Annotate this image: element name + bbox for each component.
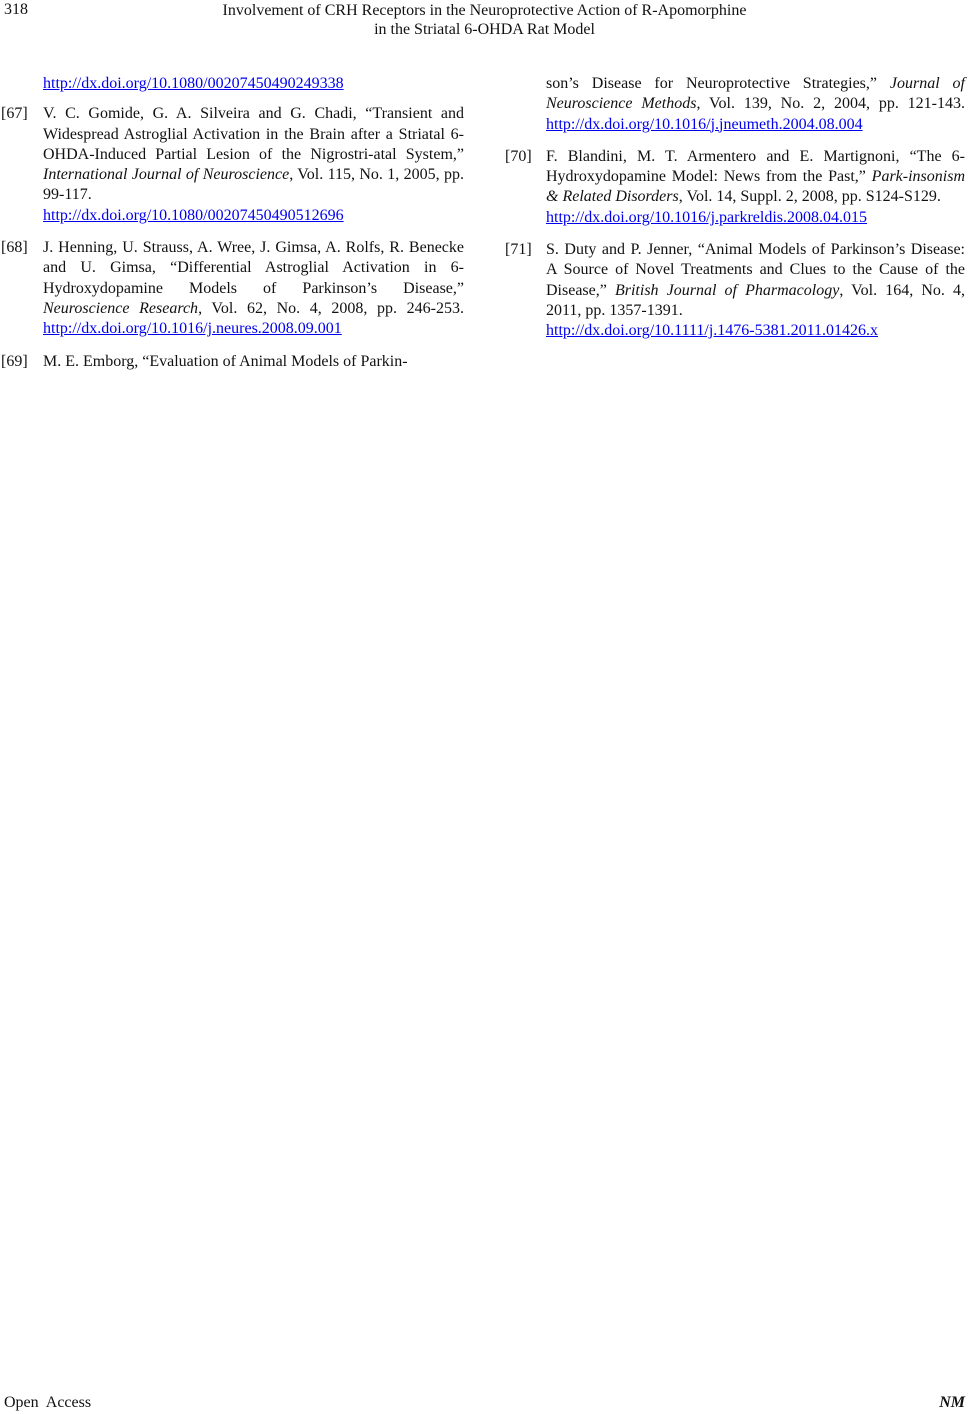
journal-title: Journal of Neuroscience Methods (546, 75, 965, 113)
reference-67 (1, 104, 465, 226)
doi-link[interactable]: http://dx.doi.org/10.1080/00207450490512696 (43, 206, 344, 224)
reference-number: [68] (1, 239, 28, 257)
continued-reference-link (43, 74, 464, 94)
reference-70 (505, 147, 965, 228)
reference-69 (1, 352, 464, 372)
continued-reference-69: son’s Disease for Neuroprotective Strategies,” Journal of Neuroscience Methods, Vol. 139, No. 2, 2004, pp. 121-143. http://dx.doi.org/10.1016/j.jneumeth.2004.08.004 (546, 75, 965, 133)
reference-text: J. Henning, U. Strauss, A. Wree, J. Gimsa, A. Rolfs, R. Benecke and U. Gimsa, “Differential Astroglial Activation in 6-Hydroxydopamine Models of Parkinson’s Disease,” Neuroscience Research, Vol. 62, No. 4, 2008, pp. 246-253. http://dx.doi.org/10.1016/j.neures.2008.09.001 (43, 239, 465, 338)
journal-title: Neuroscience Research (43, 299, 199, 317)
journal-title: Park-insonism & Related Disorders (546, 168, 965, 206)
right-column (505, 74, 965, 354)
running-title-line2: in the Striatal 6-OHDA Rat Model (374, 21, 595, 38)
doi-link[interactable]: http://dx.doi.org/10.1111/j.1476-5381.2011.01426.x (546, 322, 878, 340)
left-column (1, 74, 465, 384)
running-header (0, 0, 969, 44)
reference-71 (505, 240, 965, 341)
reference-text: F. Blandini, M. T. Armentero and E. Martignoni, “The 6-Hydroxydopamine Model: News from the Past,” Park-insonism & Related Disorders, Vol. 14, Suppl. 2, 2008, pp. S124-S129. http://dx.doi.org/10.1016/j.parkreldis.2008.04.015 (505, 147, 965, 228)
doi-link[interactable]: http://dx.doi.org/10.1016/j.neures.2008.09.001 (43, 320, 342, 338)
reference-number: [70] (505, 147, 532, 165)
reference-text: V. C. Gomide, G. A. Silveira and G. Chadi, “Transient and Widespread Astroglial Activation in the Brain after a Striatal 6-OHDA-Induced Partial Lesion of the Nigrostri-atal System,” International Journal of Neuroscience, Vol. 115, No. 1, 2005, pp. 99-117. http://dx.doi.org/10.1080/00207450490512696 (43, 104, 464, 226)
reference-number: [67] (1, 105, 28, 123)
reference-text: M. E. Emborg, “Evaluation of Animal Models of Parkin- (43, 352, 408, 370)
open-access-label: Open Access (4, 1394, 92, 1411)
running-title-line1: Involvement of CRH Receptors in the Neuroprotective Action of R-Apomorphine (222, 2, 747, 19)
reference-number: [69] (1, 352, 28, 370)
reference-text: S. Duty and P. Jenner, “Animal Models of Parkinson’s Disease: A Source of Novel Treatments and Clues to the Cause of the Disease,” British Journal of Pharmacology, Vol. 164, No. 4, 2011, pp. 1357-1391. http://dx.doi.org/10.1111/j.1476-5381.2011.01426.x (505, 240, 965, 341)
doi-link[interactable]: http://dx.doi.org/10.1016/j.jneumeth.2004.08.004 (546, 115, 863, 133)
reference-68 (1, 238, 465, 339)
doi-link[interactable]: http://dx.doi.org/10.1080/00207450490249338 (43, 75, 344, 92)
reference-number: [71] (505, 241, 532, 259)
page-number: 318 (4, 1, 28, 18)
doi-link[interactable]: http://dx.doi.org/10.1016/j.parkreldis.2008.04.015 (546, 208, 868, 226)
journal-title: International Journal of Neuroscience (43, 166, 290, 184)
journal-title: British Journal of Pharmacology (614, 281, 840, 299)
journal-abbreviation: NM (939, 1394, 965, 1411)
